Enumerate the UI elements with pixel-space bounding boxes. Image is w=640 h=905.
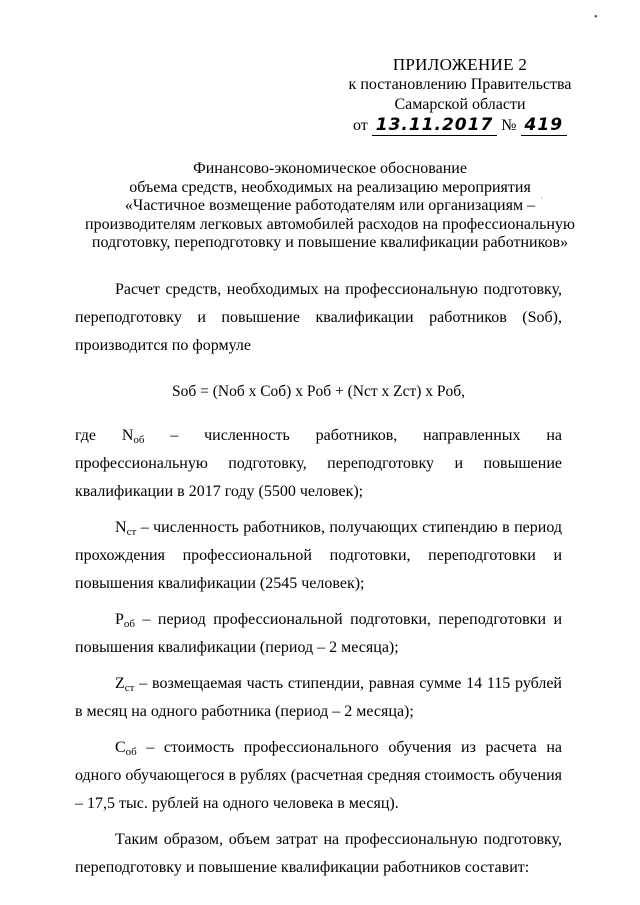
scan-mark: ˙ [540, 196, 543, 206]
document-body [75, 276, 562, 882]
conclusion-paragraph: Таким образом, объем затрат на профессиональную подготовку, переподготовку и повышение квалификации работников составит: [75, 831, 562, 876]
definition-text: – период профессиональной подготовки, переподготовки и повышения квалификации (период – 2 месяца); [75, 611, 562, 656]
formula: Sоб = (Nоб х Cоб) х Pоб + (Nст х Zст) х Pоб, [171, 383, 466, 400]
definition-text: – стоимость профессионального обучения из расчета на одного обучающегося в рублях (расчетная средняя стоимость обучения – 17,5 тыс. рублей на одного человека в месяц). [75, 739, 563, 812]
title-line: «Частичное возмещение работодателям или организациям – [124, 197, 536, 214]
appendix-header [340, 55, 580, 136]
title-line: Финансово-экономическое обоснование [193, 160, 467, 177]
document-title [60, 160, 600, 253]
scan-mark: • [594, 12, 598, 23]
definition-prefix: где [75, 427, 97, 444]
handwritten-number: 419 [521, 115, 568, 136]
title-line: объема средств, необходимых на реализацию мероприятия [129, 178, 531, 196]
handwritten-date: 13.11.2017 [372, 115, 498, 136]
appendix-title: ПРИЛОЖЕНИЕ 2 [392, 55, 528, 74]
definition-z-st [75, 670, 562, 726]
title-line: производителям легковых автомобилей расходов на профессиональную [85, 215, 575, 233]
definition-text: – численность работников, направленных на профессиональную подготовку, переподготовку и повышение квалификации в 2017 году (5500 человек); [75, 427, 562, 500]
symbol: $N_{об}$ [121, 427, 145, 446]
date-prefix: от [352, 117, 368, 134]
appendix-ref-line: к постановлению Правительства [348, 76, 572, 93]
definition-text: – возмещаемая часть стипендии, равная сумме 14 115 рублей в месяц на одного работника (период – 2 месяца); [75, 675, 562, 720]
definition-p-ob [75, 606, 562, 662]
symbol: $Z_{ст}$ [115, 675, 135, 694]
appendix-date-line [340, 115, 580, 136]
definition-n-ob [75, 422, 562, 506]
definition-n-st [75, 514, 562, 598]
symbol: $N_{ст}$ [115, 519, 137, 538]
definition-text: – численность работников, получающих стипендию в период прохождения профессиональной подготовки, переподготовки и повышения квалификации (2545 человек); [75, 519, 562, 592]
intro-paragraph: Расчет средств, необходимых на профессиональную подготовку, переподготовку и повышение квалификации работников (Sоб), производится по формуле [75, 281, 562, 354]
title-line: подготовку, переподготовку и повышение квалификации работников» [91, 234, 569, 251]
number-prefix: № [501, 117, 517, 134]
symbol: $C_{об}$ [115, 739, 137, 758]
symbol: $P_{об}$ [115, 611, 136, 630]
appendix-ref-line: Самарской области [394, 96, 526, 113]
definition-c-ob [75, 734, 562, 818]
